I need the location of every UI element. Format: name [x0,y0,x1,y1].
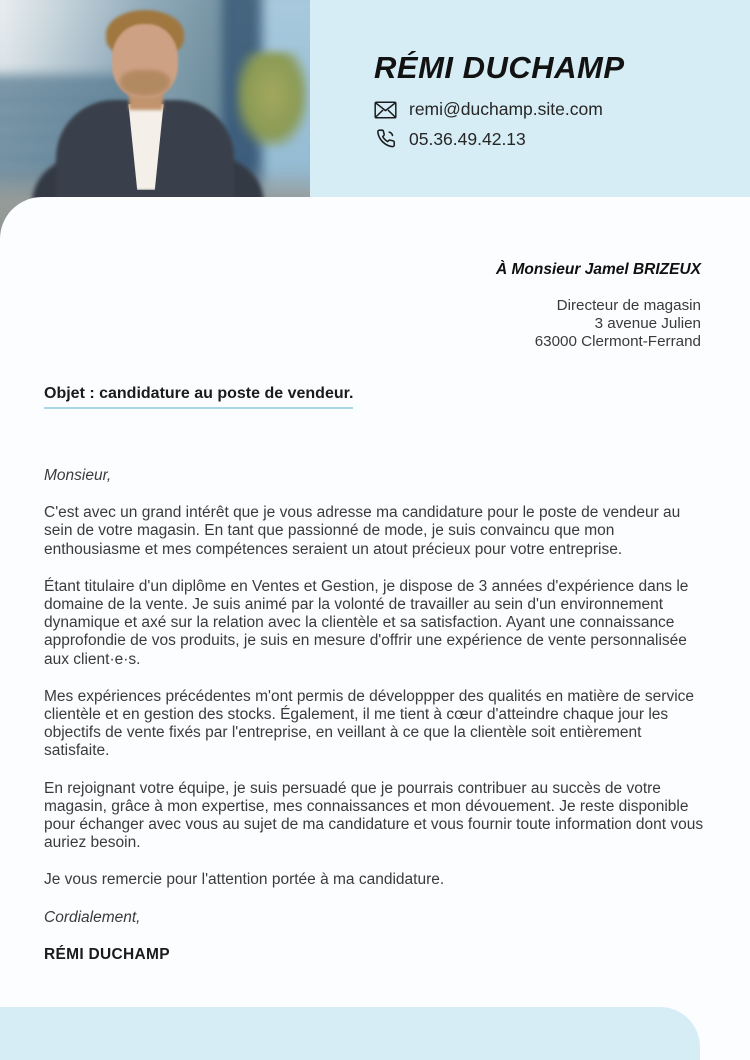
photo-man-beard [120,70,170,96]
phone-handset-icon [374,128,397,150]
closing: Cordialement, [44,908,141,926]
email-row [374,99,625,120]
footer-accent-band [0,1007,700,1060]
photo-tree [236,52,308,147]
recipient-city: 63000 Clermont-Ferrand [534,333,701,350]
envelope-icon [374,101,397,119]
paragraph-experience: Étant titulaire d'un diplôme en Ventes et Gestion, je dispose de 3 années d'expérience dans le domaine de la vente. Je suis animé par la volonté de travailler au sein d'un environnement dynamique et axé sur la relation avec la clientèle et sa satisfaction. Ayant une connaissance approfondie de vos produits, je suis en mesure d'offrir une expérience de vente personnalisée aux client·e·s. [44,577,689,668]
paragraph-skills: Mes expériences précédentes m'ont permis de développper des qualités en matière de service clientèle et en gestion des stocks. Également, il me tient à cœur d'atteindre chaque jour les objectifs de vente fixés par l'entreprise, en veillant à ce que la clientèle soit entièrement satisfaite. [44,687,695,760]
paragraph-availability: En rejoignant votre équipe, je suis persuadé que je pourrais contribuer au succès de votre magasin, grâce à mon expertise, mes connaissances et mon dévouement. Je reste disponible pour échanger avec vous au sujet de ma candidature et vous fournir toute information dont vous auriez besoin. [44,779,704,852]
recipient-title: Directeur de magasin [556,297,701,314]
subject-wrap [44,385,353,409]
paragraph-intro: C'est avec un grand intérêt que je vous adresse ma candidature pour le poste de vendeur au sein de votre magasin. En tant que passionné de mode, je suis convaincu que mon enthousiasme et mes compétences seraient un atout précieux pour votre entreprise. [44,504,681,558]
letter-card [0,197,750,1060]
recipient-address [496,297,701,351]
salutation: Monsieur, [44,467,112,484]
contact-block [374,50,625,158]
recipient-name: À Monsieur Jamel BRIZEUX [496,261,701,278]
letter-body [44,467,707,983]
phone-row [374,128,625,150]
candidate-name: RÉMI DUCHAMP [374,50,625,85]
recipient-block [496,261,701,351]
phone-text: 05.36.49.42.13 [409,128,526,149]
paragraph-thanks: Je vous remercie pour l'attention portée à ma candidature. [44,871,445,889]
email-text: remi@duchamp.site.com [409,99,603,119]
subject-line: Objet : candidature au poste de vendeur. [44,385,353,409]
signature: RÉMI DUCHAMP [44,945,170,963]
recipient-street: 3 avenue Julien [594,315,701,332]
